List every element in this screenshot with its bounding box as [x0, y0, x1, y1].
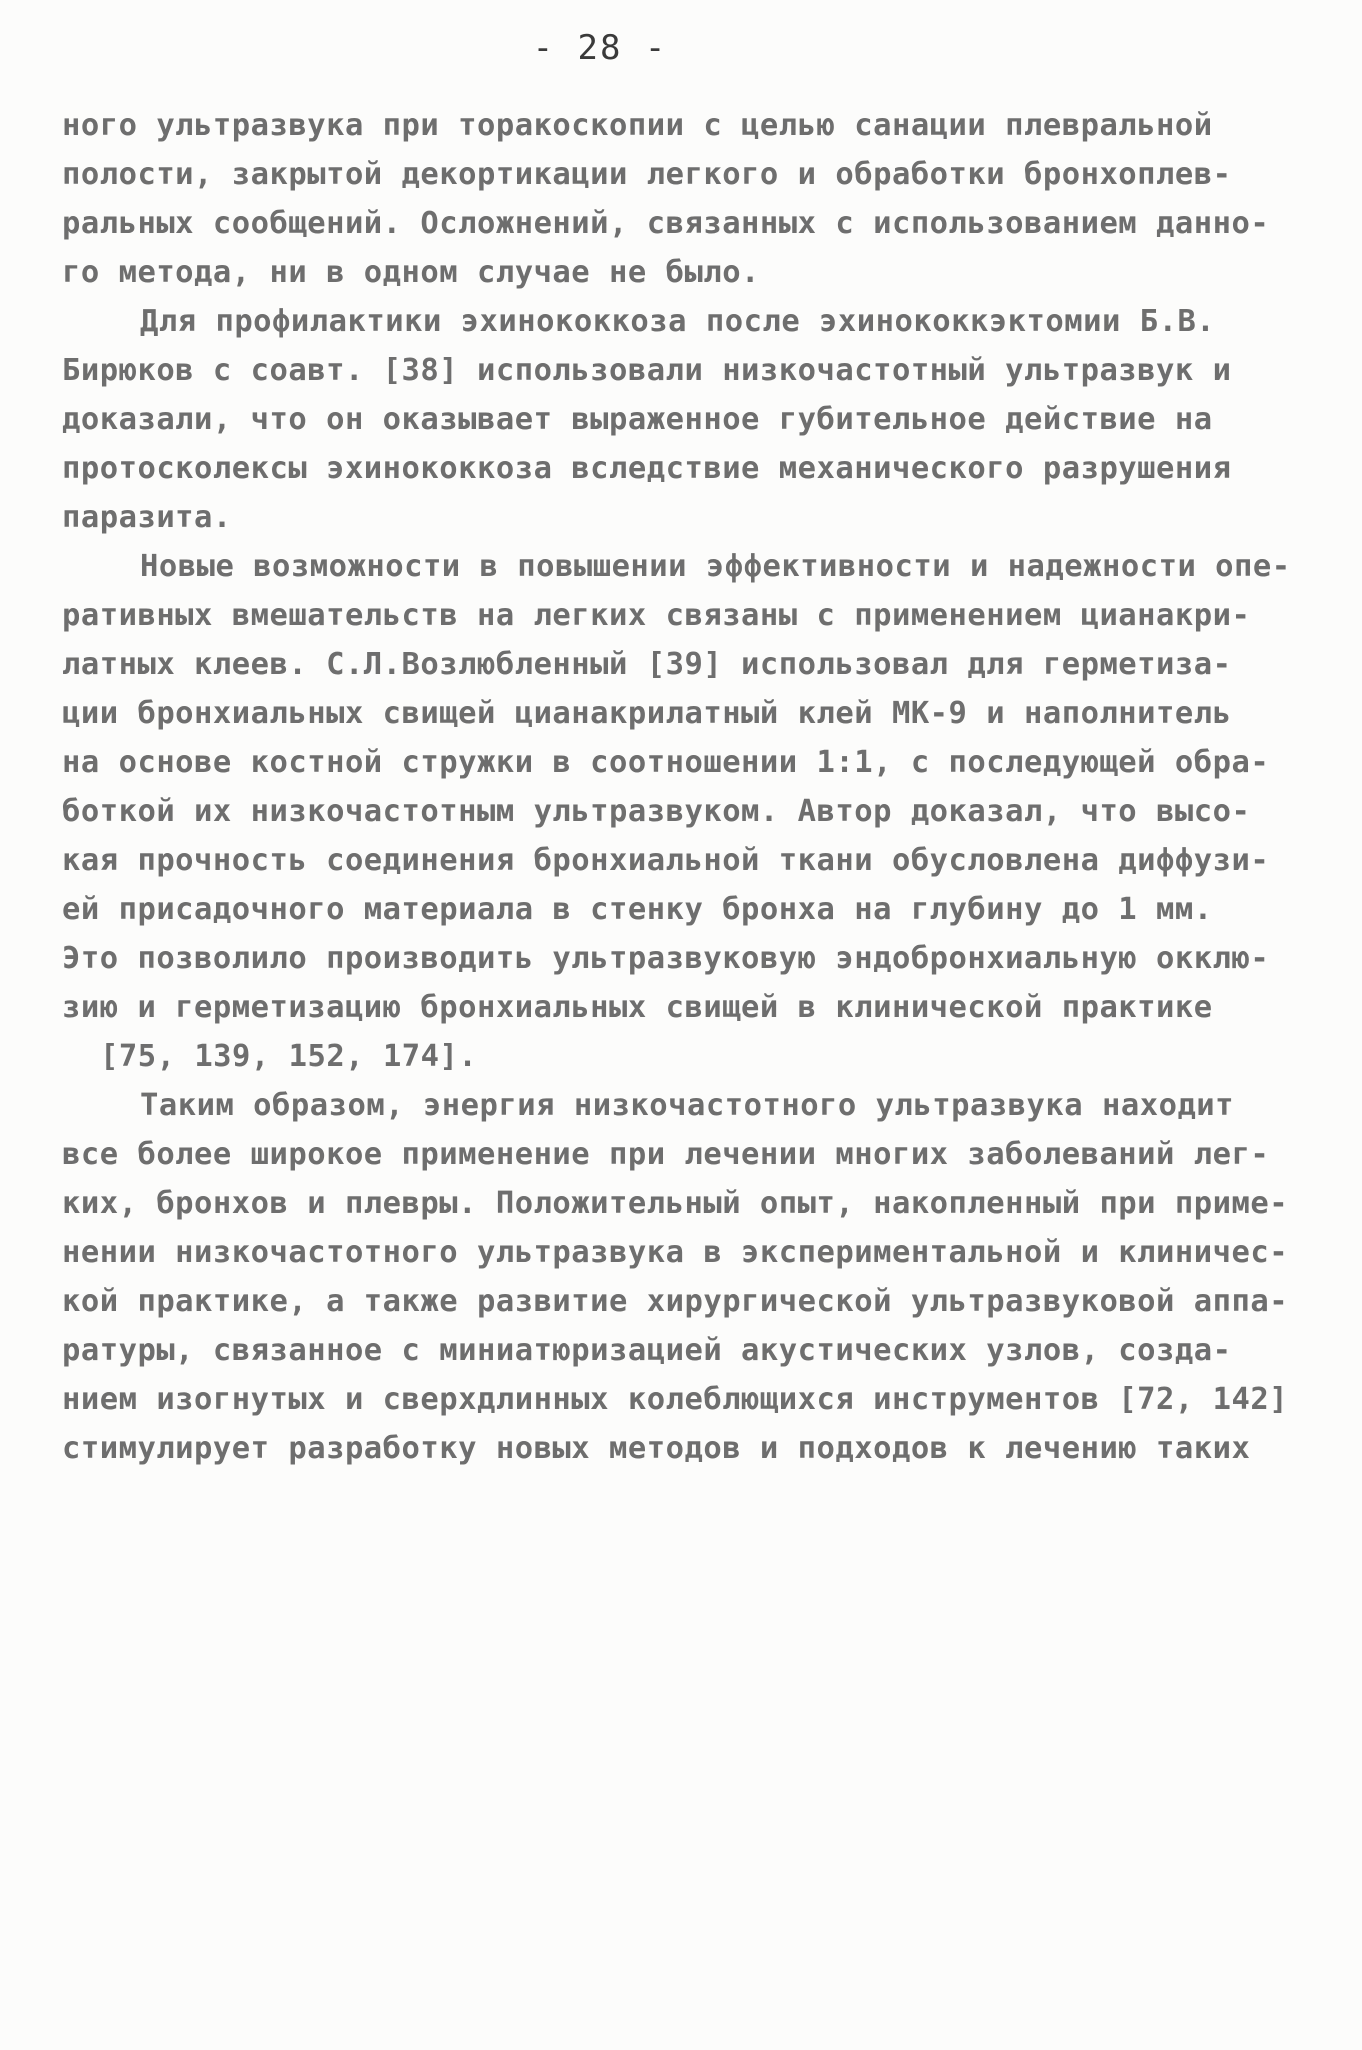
text-line: ей присадочного материала в стенку бронха на глубину до 1 мм. [62, 892, 1213, 927]
text-line: ких, бронхов и плевры. Положительный опыт, накопленный при приме- [62, 1186, 1289, 1221]
text-line: нении низкочастотного ультразвука в экспериментальной и клиничес- [62, 1235, 1289, 1270]
page-number: - 28 - [532, 28, 668, 68]
text-line: полости, закрытой декортикации легкого и обработки бронхоплев- [62, 157, 1232, 192]
text-line: кой практике, а также развитие хирургической ультразвуковой аппа- [62, 1284, 1289, 1319]
text-line: паразита. [62, 500, 232, 535]
text-line: зию и герметизацию бронхиальных свищей в клинической практике [62, 990, 1213, 1025]
text-line: все более широкое применение при лечении многих заболеваний лег- [62, 1137, 1270, 1172]
paragraph-start-line: Для профилактики эхинококкоза после эхинококкэктомии Б.В. [140, 304, 1216, 339]
text-line: ного ультразвука при торакоскопии с целью санации плевральной [62, 108, 1213, 143]
text-line: стимулирует разработку новых методов и подходов к лечению таких [62, 1431, 1251, 1466]
text-line: Бирюков с соавт. [38] использовали низкочастотный ультразвук и [62, 353, 1232, 388]
text-line: боткой их низкочастотным ультразвуком. Автор доказал, что высо- [62, 794, 1251, 829]
text-line: ции бронхиальных свищей цианакрилатный клей МК-9 и наполнитель [62, 696, 1232, 731]
reference-line: [75, 139, 152, 174]. [100, 1039, 478, 1074]
text-line: ральных сообщений. Осложнений, связанных с использованием данно- [62, 206, 1270, 241]
text-line: го метода, ни в одном случае не было. [62, 255, 760, 290]
text-line: протосколексы эхинококкоза вследствие механического разрушения [62, 451, 1232, 486]
text-line: доказали, что он оказывает выраженное губительное действие на [62, 402, 1213, 437]
paragraph-start-line: Таким образом, энергия низкочастотного ультразвука находит [140, 1088, 1235, 1123]
text-line: ратуры, связанное с миниатюризацией акустических узлов, созда- [62, 1333, 1232, 1368]
text-line: кая прочность соединения бронхиальной ткани обусловлена диффузи- [62, 843, 1270, 878]
text-line: нием изогнутых и сверхдлинных колеблющихся инструментов [72, 142] [62, 1382, 1289, 1417]
paragraph-start-line: Новые возможности в повышении эффективности и надежности опе- [140, 549, 1291, 584]
text-line: ративных вмешательств на легких связаны с применением цианакри- [62, 598, 1251, 633]
text-line: Это позволило производить ультразвуковую эндобронхиальную окклю- [62, 941, 1270, 976]
text-line: на основе костной стружки в соотношении 1:1, с последующей обра- [62, 745, 1270, 780]
text-line: латных клеев. С.Л.Возлюбленный [39] использовал для герметиза- [62, 647, 1232, 682]
